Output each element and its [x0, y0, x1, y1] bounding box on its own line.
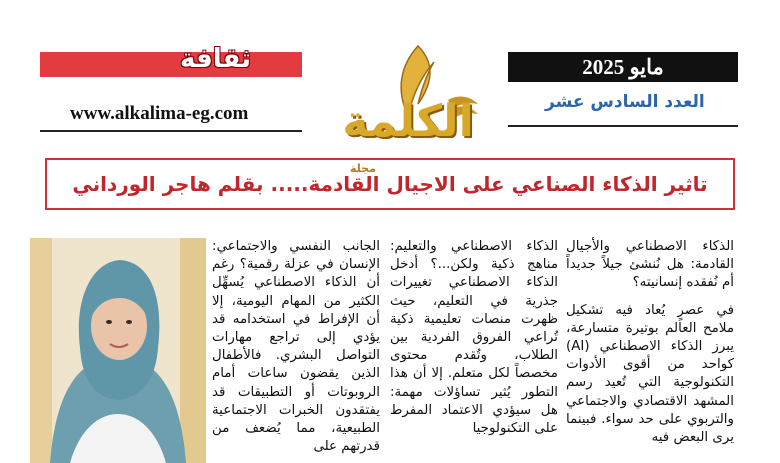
logo-wordmark: الكلمة [342, 96, 474, 147]
column-1-paragraph-2: في عصرٍ يُعاد فيه تشكيل ملامح العالم بوتيرة متسارعة، يبرز الذكاء الاصطناعي (AI) كواحد من أقوى الأدوات التكنولوجية التي تُعيد رسم المشهد الاقتصادي والاجتماعي والتربوي على حد سواء. فبينما يرى البعض فيه [566, 302, 734, 446]
author-portrait-image [30, 238, 206, 463]
issue-date: مايو 2025 [582, 54, 664, 79]
logo-subtitle: مجلة [350, 162, 376, 175]
header-rule-left [40, 130, 302, 132]
issue-number: العدد السادس عشر [545, 92, 705, 112]
header-rule-right [508, 125, 738, 127]
article-column-2 [390, 238, 558, 438]
column-2-paragraph-1: الذكاء الاصطناعي والتعليم: مناهج ذكية ولكن...؟ أدخل الذكاء الاصطناعي تغييرات جذرية في التعليم، حيث ظهرت منصات تعليمية ذكية تُراعي الفروق الفردية بين الطلاب، وتُقدم محتوى مخصصاً لكل متعلم. إلا أن هذا التطور يُثير تساؤلات مهمة: هل سيؤدي الاعتماد المفرط على التكنولوجيا [390, 239, 558, 437]
website-url: www.alkalima-eg.com [70, 103, 249, 124]
author-photo [30, 238, 206, 463]
article-column-3 [212, 238, 380, 456]
headline-box [45, 158, 735, 210]
date-banner [508, 52, 738, 82]
column-1-paragraph-1: الذكاء الاصطناعي والأجيال القادمة: هل نُنشئ جيلاً جديداً أم نُفقده إنسانيته؟ [566, 239, 734, 291]
column-3-paragraph-1: الجانب النفسي والاجتماعي: الإنسان في عزلة رقمية؟ رغم أن الذكاء الاصطناعي يُسهِّل الكثير من المهام اليومية، إلا أن الإفراط في استخدامه قد يؤدي إلى تراجع مهارات التواصل البشري. فالأطفال الذين يقضون ساعات أمام الروبوتات أو التطبيقات قد يفتقدون الخبرات الاجتماعية الطبيعية، مما يُضعف من قدرتهم على [212, 239, 380, 455]
article-column-1 [566, 238, 734, 447]
magazine-logo [308, 38, 508, 175]
section-banner [40, 44, 302, 77]
article-headline: تاثير الذكاء الصناعي على الاجيال القادمة..... بقلم هاجر الورداني [72, 172, 708, 196]
section-title: ثقافة [180, 44, 252, 74]
